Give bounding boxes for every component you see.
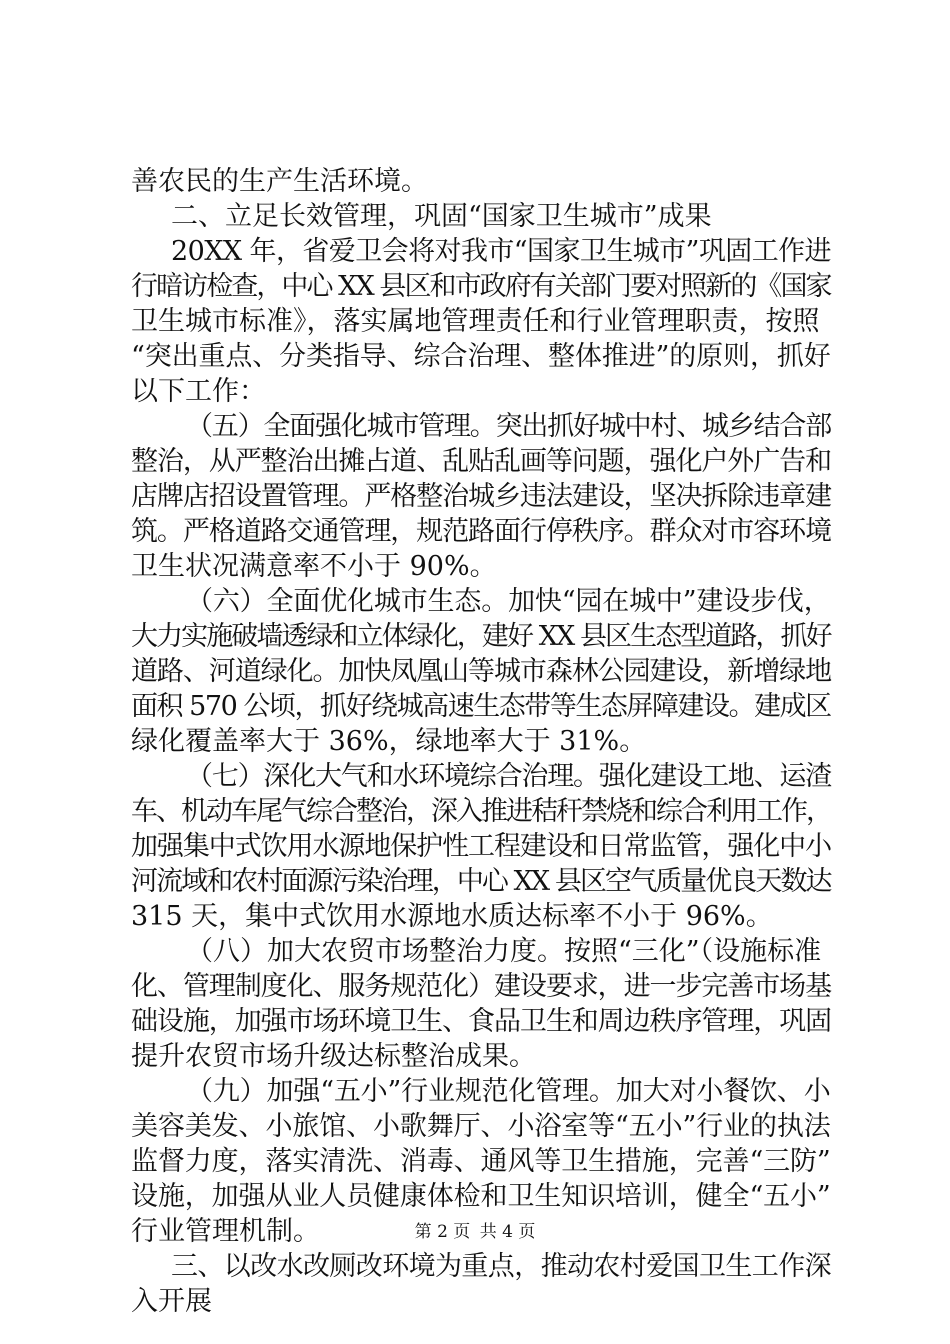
text-line: （六）全面优化城市生态。加快“园在城中”建设步伐，	[186, 586, 831, 617]
text-line: 行暗访检查，中心 XX 县区和市政府有关部门要对照新的《国家	[131, 271, 831, 302]
text-line: 加强集中式饮用水源地保护性工程建设和日常监管，强化中小	[131, 831, 831, 862]
text-line: （八）加大农贸市场整治力度。按照“三化”（设施标准	[186, 936, 822, 967]
text-line: 础设施，加强市场环境卫生、食品卫生和周边秩序管理，巩固	[131, 1006, 831, 1037]
text-line: 卫生状况满意率不小于 90%。	[131, 551, 497, 582]
text-line: 三、以改水改厕改环境为重点，推动农村爱国卫生工作深	[171, 1251, 831, 1282]
text-line: 二、立足长效管理，巩固“国家卫生城市”成果	[171, 201, 712, 232]
page-total: 共 4 页	[479, 1222, 536, 1242]
text-line: （七）深化大气和水环境综合治理。强化建设工地、运渣	[186, 761, 831, 792]
text-line: 车、机动车尾气综合整治，深入推进秸秆禁烧和综合利用工作，	[131, 796, 831, 827]
text-line: 提升农贸市场升级达标整治成果。	[131, 1041, 536, 1072]
text-line: 大力实施破墙透绿和立体绿化，建好 XX 县区生态型道路，抓好	[131, 621, 831, 652]
text-line: 卫生城市标准》，落实属地管理责任和行业管理职责，按照	[131, 306, 820, 337]
text-line: 面积 570 公顷，抓好绕城高速生态带等生态屏障建设。建成区	[131, 691, 831, 722]
text-line: （九）加强“五小”行业规范化管理。加大对小餐饮、小	[186, 1076, 831, 1107]
text-line: 以下工作：	[131, 376, 266, 407]
text-line: （五）全面强化城市管理。突出抓好城中村、城乡结合部	[186, 411, 831, 442]
text-line: 整治，从严整治出摊占道、乱贴乱画等问题，强化户外广告和	[131, 446, 831, 477]
text-line: “突出重点、分类指导、综合治理、整体推进”的原则，抓好	[131, 341, 831, 372]
page-footer	[0, 1217, 950, 1242]
text-line: 化、管理制度化、服务规范化）建设要求，进一步完善市场基	[131, 971, 831, 1002]
text-line: 店牌店招设置管理。严格整治城乡违法建设，坚决拆除违章建	[131, 481, 831, 512]
text-line: 道路、河道绿化。加快凤凰山等城市森林公园建设，新增绿地	[131, 656, 831, 687]
text-line: 设施，加强从业人员健康体检和卫生知识培训，健全“五小”	[131, 1181, 831, 1212]
text-line: 入开展	[131, 1286, 212, 1317]
text-line: 筑。严格道路交通管理，规范路面行停秩序。群众对市容环境	[131, 516, 831, 547]
text-line: 善农民的生产生活环境。	[131, 166, 428, 197]
text-line: 行业管理机制。	[131, 1216, 320, 1247]
text-line: 监督力度，落实清洗、消毒、通风等卫生措施，完善“三防”	[131, 1146, 831, 1177]
text-line: 绿化覆盖率大于 36%，绿地率大于 31%。	[131, 726, 647, 757]
text-line: 315 天，集中式饮用水源地水质达标率不小于 96%。	[131, 901, 773, 932]
text-line: 河流域和农村面源污染治理，中心 XX 县区空气质量优良天数达	[131, 866, 831, 897]
document-body	[131, 164, 831, 1319]
page-number: 第 2 页	[414, 1222, 471, 1242]
text-line: 20XX 年，省爱卫会将对我市“国家卫生城市”巩固工作进	[171, 236, 831, 267]
text-line: 美容美发、小旅馆、小歌舞厅、小浴室等“五小”行业的执法	[131, 1111, 831, 1142]
